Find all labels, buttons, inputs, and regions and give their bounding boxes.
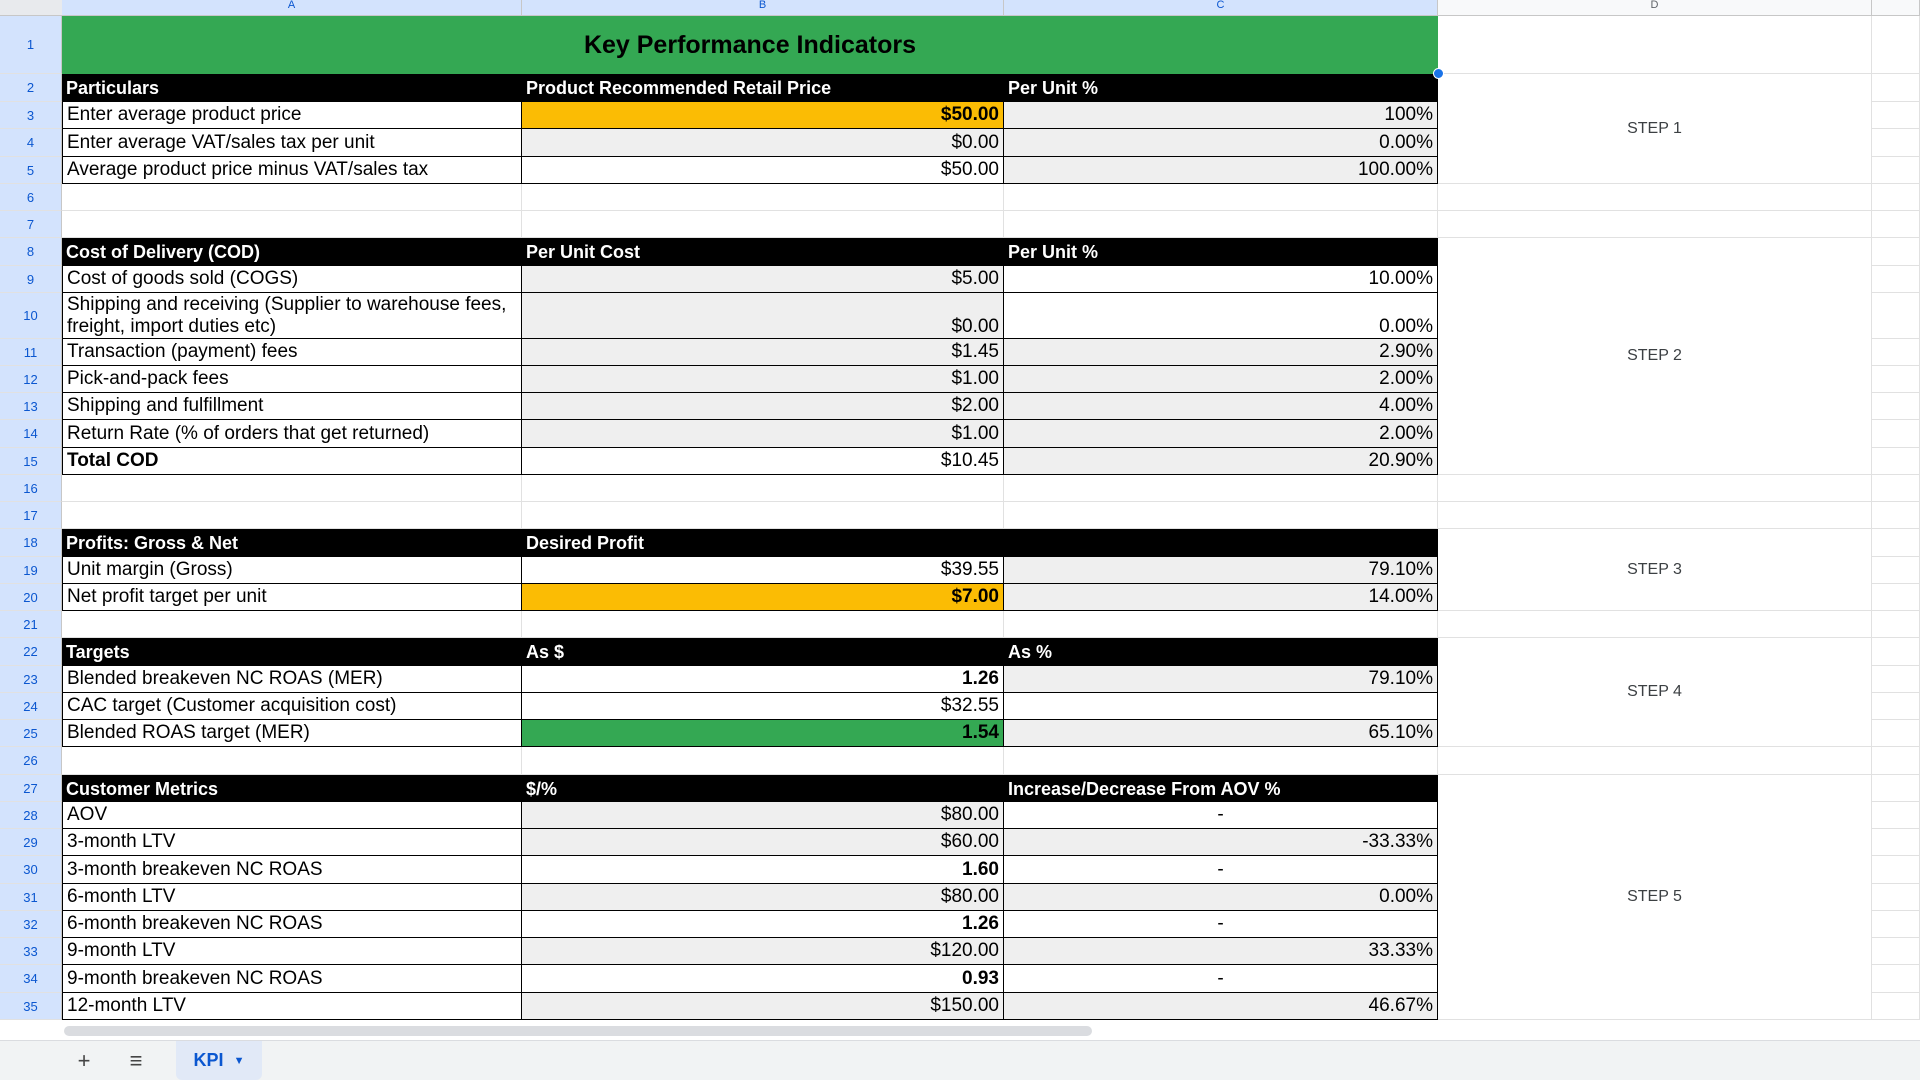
cell-c10[interactable]: 0.00% [1004,293,1438,339]
empty-cell-c6[interactable] [1004,184,1438,211]
cell-c4[interactable]: 0.00% [1004,129,1438,157]
header-cell-b27[interactable]: $/% [522,775,1004,802]
cell-c31[interactable]: 0.00% [1004,884,1438,911]
sheet-tab-kpi[interactable] [176,1041,262,1080]
empty-cell-a26[interactable] [62,747,522,775]
column-header-a[interactable]: A [62,0,522,15]
row-header-33[interactable]: 33 [0,938,62,965]
row-header-25[interactable]: 25 [0,720,62,747]
column-header-e[interactable] [1872,0,1920,15]
cell-c3[interactable]: 100% [1004,102,1438,129]
row-header-2[interactable]: 2 [0,74,62,102]
step-label-3[interactable]: STEP 3 [1438,529,1872,611]
cell-b11[interactable]: $1.45 [522,339,1004,366]
cell-c24[interactable] [1004,693,1438,720]
cell-b29[interactable]: $60.00 [522,829,1004,856]
cell-c14[interactable]: 2.00% [1004,420,1438,448]
header-cell-c22[interactable]: As % [1004,638,1438,666]
cell-a12[interactable]: Pick-and-pack fees [62,366,522,393]
cell-a35[interactable]: 12-month LTV [62,993,522,1020]
cell-b31[interactable]: $80.00 [522,884,1004,911]
row-header-14[interactable]: 14 [0,420,62,448]
cell-b25[interactable]: 1.54 [522,720,1004,747]
empty-cell-b7[interactable] [522,211,1004,238]
cell-c29[interactable]: -33.33% [1004,829,1438,856]
row-header-16[interactable]: 16 [0,475,62,502]
row-header-26[interactable]: 26 [0,747,62,775]
header-cell-c18[interactable] [1004,529,1438,557]
cell-b5[interactable]: $50.00 [522,157,1004,184]
header-cell-c8[interactable]: Per Unit % [1004,238,1438,266]
step-label-1[interactable]: STEP 1 [1438,74,1872,184]
cell-a4[interactable]: Enter average VAT/sales tax per unit [62,129,522,157]
row-header-29[interactable]: 29 [0,829,62,856]
cell-b15[interactable]: $10.45 [522,448,1004,475]
header-cell-b2[interactable]: Product Recommended Retail Price [522,74,1004,102]
header-cell-b22[interactable]: As $ [522,638,1004,666]
cell-a28[interactable]: AOV [62,802,522,829]
cell-b35[interactable]: $150.00 [522,993,1004,1020]
cell-b28[interactable]: $80.00 [522,802,1004,829]
cell-b4[interactable]: $0.00 [522,129,1004,157]
cell-c30[interactable]: - [1004,856,1438,884]
column-header-b[interactable]: B [522,0,1004,15]
header-cell-a18[interactable]: Profits: Gross & Net [62,529,522,557]
cell-a19[interactable]: Unit margin (Gross) [62,557,522,584]
cell-b12[interactable]: $1.00 [522,366,1004,393]
cell-c35[interactable]: 46.67% [1004,993,1438,1020]
cell-c28[interactable]: - [1004,802,1438,829]
column-header-d[interactable]: D [1438,0,1872,15]
sheet-tab-label: KPI [193,1050,224,1070]
sheet-tab-bar [0,1040,1920,1080]
cell-a23[interactable]: Blended breakeven NC ROAS (MER) [62,666,522,693]
horizontal-scrollbar[interactable] [64,1026,1092,1036]
step-label-4[interactable]: STEP 4 [1438,638,1872,747]
step-label-5[interactable]: STEP 5 [1438,775,1872,1020]
cell-a29[interactable]: 3-month LTV [62,829,522,856]
header-cell-c2[interactable]: Per Unit % [1004,74,1438,102]
cell-b19[interactable]: $39.55 [522,557,1004,584]
header-cell-a27[interactable]: Customer Metrics [62,775,522,802]
row-header-4[interactable]: 4 [0,129,62,157]
cell-a10[interactable]: Shipping and receiving (Supplier to warehouse fees, freight, import duties etc) [62,293,522,339]
empty-cell-b17[interactable] [522,502,1004,529]
cell-b32[interactable]: 1.26 [522,911,1004,938]
row-header-27[interactable]: 27 [0,775,62,802]
cell-a14[interactable]: Return Rate (% of orders that get returned) [62,420,522,448]
cell-a33[interactable]: 9-month LTV [62,938,522,965]
cell-b30[interactable]: 1.60 [522,856,1004,884]
row-header-34[interactable]: 34 [0,965,62,993]
cell-b24[interactable]: $32.55 [522,693,1004,720]
empty-cell-a21[interactable] [62,611,522,638]
cell-c11[interactable]: 2.90% [1004,339,1438,366]
empty-cell-c21[interactable] [1004,611,1438,638]
header-cell-a2[interactable]: Particulars [62,74,522,102]
empty-cell-c16[interactable] [1004,475,1438,502]
row-header-15[interactable]: 15 [0,448,62,475]
row-header-13[interactable]: 13 [0,393,62,420]
header-cell-b8[interactable]: Per Unit Cost [522,238,1004,266]
row-header-18[interactable]: 18 [0,529,62,557]
header-cell-a8[interactable]: Cost of Delivery (COD) [62,238,522,266]
cell-a3[interactable]: Enter average product price [62,102,522,129]
cell-a5[interactable]: Average product price minus VAT/sales tax [62,157,522,184]
cell-c23[interactable]: 79.10% [1004,666,1438,693]
row-header-28[interactable]: 28 [0,802,62,829]
cell-c34[interactable]: - [1004,965,1438,993]
row-header-32[interactable]: 32 [0,911,62,938]
cell-a34[interactable]: 9-month breakeven NC ROAS [62,965,522,993]
cell-a31[interactable]: 6-month LTV [62,884,522,911]
cell-c20[interactable]: 14.00% [1004,584,1438,611]
cell-b9[interactable]: $5.00 [522,266,1004,293]
row-header-30[interactable]: 30 [0,856,62,884]
header-cell-c27[interactable]: Increase/Decrease From AOV % [1004,775,1438,802]
cell-a32[interactable]: 6-month breakeven NC ROAS [62,911,522,938]
cell-c12[interactable]: 2.00% [1004,366,1438,393]
row-header-21[interactable]: 21 [0,611,62,638]
cell-a30[interactable]: 3-month breakeven NC ROAS [62,856,522,884]
cell-a15[interactable]: Total COD [62,448,522,475]
row-header-7[interactable]: 7 [0,211,62,238]
empty-cell-a6[interactable] [62,184,522,211]
row-header-8[interactable]: 8 [0,238,62,266]
row-header-19[interactable]: 19 [0,557,62,584]
row-header-1[interactable]: 1 [0,16,62,74]
cell-b3[interactable]: $50.00 [522,102,1004,129]
cell-a13[interactable]: Shipping and fulfillment [62,393,522,420]
empty-cell-a17[interactable] [62,502,522,529]
cell-a25[interactable]: Blended ROAS target (MER) [62,720,522,747]
empty-cell-c26[interactable] [1004,747,1438,775]
row-header-31[interactable]: 31 [0,884,62,911]
header-cell-a22[interactable]: Targets [62,638,522,666]
row-header-10[interactable]: 10 [0,293,62,339]
cell-a11[interactable]: Transaction (payment) fees [62,339,522,366]
row-header-9[interactable]: 9 [0,266,62,293]
cell-b33[interactable]: $120.00 [522,938,1004,965]
row-header-6[interactable]: 6 [0,184,62,211]
empty-cell-b26[interactable] [522,747,1004,775]
cell-c13[interactable]: 4.00% [1004,393,1438,420]
row-header-3[interactable]: 3 [0,102,62,129]
cell-c33[interactable]: 33.33% [1004,938,1438,965]
cell-c15[interactable]: 20.90% [1004,448,1438,475]
step-label-2[interactable]: STEP 2 [1438,238,1872,475]
cell-b13[interactable]: $2.00 [522,393,1004,420]
header-cell-b18[interactable]: Desired Profit [522,529,1004,557]
row-header-17[interactable]: 17 [0,502,62,529]
empty-cell-b21[interactable] [522,611,1004,638]
cell-c5[interactable]: 100.00% [1004,157,1438,184]
empty-cell-c17[interactable] [1004,502,1438,529]
cell-b23[interactable]: 1.26 [522,666,1004,693]
cell-b34[interactable]: 0.93 [522,965,1004,993]
cell-c19[interactable]: 79.10% [1004,557,1438,584]
row-header-24[interactable]: 24 [0,693,62,720]
select-all-corner[interactable] [0,0,63,15]
empty-cell-a7[interactable] [62,211,522,238]
cell-c9[interactable]: 10.00% [1004,266,1438,293]
empty-cell-a16[interactable] [62,475,522,502]
cell-a9[interactable]: Cost of goods sold (COGS) [62,266,522,293]
row-header-20[interactable]: 20 [0,584,62,611]
empty-cell-b6[interactable] [522,184,1004,211]
row-header-22[interactable]: 22 [0,638,62,666]
cell-b10[interactable]: $0.00 [522,293,1004,339]
cell-a20[interactable]: Net profit target per unit [62,584,522,611]
cell-c32[interactable]: - [1004,911,1438,938]
row-header-11[interactable]: 11 [0,339,62,366]
selection-fill-handle[interactable] [1433,68,1444,79]
cell-c25[interactable]: 65.10% [1004,720,1438,747]
row-header-12[interactable]: 12 [0,366,62,393]
empty-cell-b16[interactable] [522,475,1004,502]
row-header-35[interactable]: 35 [0,993,62,1020]
gridline [1438,210,1920,211]
gridline [1438,501,1920,502]
all-sheets-menu-icon[interactable]: ≡ [129,1047,143,1073]
row-header-23[interactable]: 23 [0,666,62,693]
chevron-down-icon[interactable]: ▼ [233,1054,245,1067]
empty-cell-c7[interactable] [1004,211,1438,238]
row-header-5[interactable]: 5 [0,157,62,184]
cell-b14[interactable]: $1.00 [522,420,1004,448]
plus-icon[interactable]: + [77,1047,91,1073]
cell-b20[interactable]: $7.00 [522,584,1004,611]
cell-a24[interactable]: CAC target (Customer acquisition cost) [62,693,522,720]
title-cell[interactable]: Key Performance Indicators [62,16,1438,74]
column-header-c[interactable]: C [1004,0,1438,15]
